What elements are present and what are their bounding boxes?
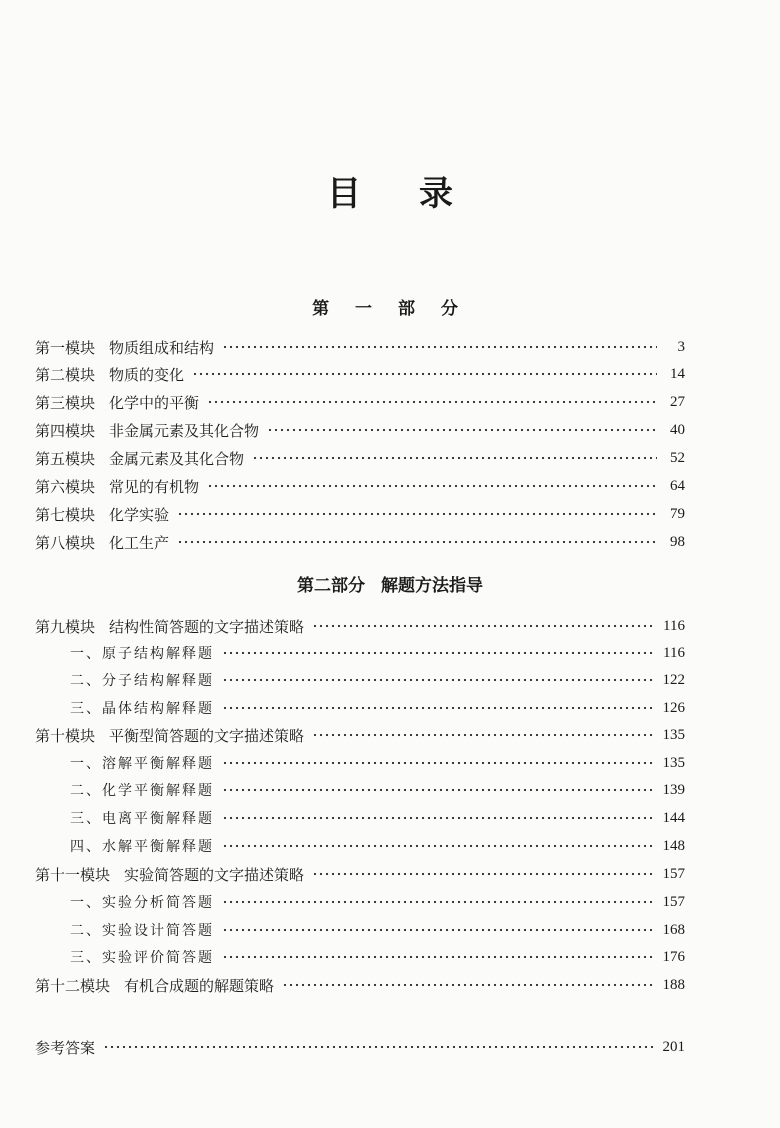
entry-title: 二、实验设计简答题 — [70, 923, 214, 939]
part-one-heading: 第 一 部 分 — [312, 299, 468, 319]
dot-leader — [177, 540, 657, 544]
page-number: 40 — [670, 421, 685, 438]
entry-title: 物质的变化 — [109, 365, 185, 384]
dot-leader — [207, 484, 657, 488]
toc-subentry[interactable] — [70, 834, 685, 858]
entry-title: 三、电离平衡解释题 — [70, 811, 214, 827]
page-number: 126 — [662, 699, 685, 716]
entry-title: 二、化学平衡解释题 — [70, 783, 214, 799]
toc-entry[interactable] — [35, 335, 685, 359]
toc-subentry[interactable] — [70, 945, 685, 969]
page-number: 135 — [662, 726, 685, 743]
entry-title: 化工生产 — [109, 533, 170, 552]
entry-title: 有机合成题的解题策略 — [124, 976, 275, 995]
module-label: 第一模块 — [35, 338, 96, 357]
module-label: 第十模块 — [35, 726, 96, 745]
page-number: 3 — [677, 338, 685, 355]
toc-subentry[interactable] — [70, 668, 685, 692]
page-number: 98 — [670, 533, 685, 550]
page-title — [0, 166, 780, 216]
dot-leader — [222, 928, 655, 932]
entry-title: 一、原子结构解释题 — [70, 646, 214, 662]
entry-title: 常见的有机物 — [109, 477, 200, 496]
module-label: 第十一模块 — [35, 865, 111, 884]
module-label: 第六模块 — [35, 477, 96, 496]
entry-title: 平衡型简答题的文字描述策略 — [109, 726, 305, 745]
toc-entry[interactable] — [35, 418, 685, 442]
toc-entry[interactable] — [35, 390, 685, 414]
toc-subentry[interactable] — [70, 890, 685, 914]
module-label: 第五模块 — [35, 449, 96, 468]
module-label: 第十二模块 — [35, 976, 111, 995]
entry-title: 化学实验 — [109, 505, 170, 524]
dot-leader — [282, 983, 654, 987]
toc-entry[interactable] — [35, 502, 685, 526]
page-number: 168 — [662, 921, 685, 938]
page-number: 176 — [662, 948, 685, 965]
page-number: 116 — [663, 617, 685, 634]
module-label: 第二模块 — [35, 365, 96, 384]
dot-leader — [312, 733, 654, 737]
entry-title: 三、实验评价简答题 — [70, 950, 214, 966]
entry-title: 非金属元素及其化合物 — [109, 421, 260, 440]
part-two-heading — [0, 571, 780, 596]
dot-leader — [222, 678, 655, 682]
module-label: 第四模块 — [35, 421, 96, 440]
toc-subentry[interactable] — [70, 751, 685, 775]
title-char-2: 录 — [419, 174, 453, 214]
page-number: 14 — [670, 365, 685, 382]
dot-leader — [252, 456, 657, 460]
dot-leader — [177, 512, 657, 516]
part-two-subtitle: 解题方法指导 — [381, 576, 483, 596]
entry-title: 结构性简答题的文字描述策略 — [109, 617, 305, 636]
dot-leader — [222, 955, 655, 959]
module-label: 第七模块 — [35, 505, 96, 524]
page-number: 122 — [662, 671, 685, 688]
page-number: 116 — [663, 644, 685, 661]
entry-title: 金属元素及其化合物 — [109, 449, 245, 468]
page-number: 157 — [662, 865, 685, 882]
dot-leader — [222, 900, 655, 904]
dot-leader — [192, 372, 657, 376]
page-number: 135 — [662, 754, 685, 771]
entry-title: 一、实验分析简答题 — [70, 895, 214, 911]
dot-leader — [222, 844, 655, 848]
dot-leader — [207, 400, 657, 404]
toc-entry[interactable] — [35, 862, 685, 886]
toc-entry[interactable] — [35, 973, 685, 997]
toc-subentry[interactable] — [70, 778, 685, 802]
dot-leader — [222, 761, 655, 765]
page-number: 64 — [670, 477, 685, 494]
page-number: 139 — [662, 781, 685, 798]
dot-leader — [222, 706, 655, 710]
page-number: 157 — [662, 893, 685, 910]
entry-title: 三、晶体结构解释题 — [70, 701, 214, 717]
toc-subentry[interactable] — [70, 641, 685, 665]
part-two-label: 第二部分 — [297, 576, 365, 596]
dot-leader — [312, 872, 654, 876]
dot-leader — [222, 345, 657, 349]
page-number: 188 — [662, 976, 685, 993]
dot-leader — [103, 1045, 654, 1049]
entry-title: 一、溶解平衡解释题 — [70, 756, 214, 772]
page-number: 27 — [670, 393, 685, 410]
page-number: 144 — [662, 809, 685, 826]
page-number: 52 — [670, 449, 685, 466]
entry-title: 化学中的平衡 — [109, 393, 200, 412]
entry-title: 实验简答题的文字描述策略 — [124, 865, 305, 884]
module-label: 第三模块 — [35, 393, 96, 412]
dot-leader — [267, 428, 657, 432]
toc-subentry[interactable] — [70, 918, 685, 942]
entry-title: 四、水解平衡解释题 — [70, 839, 214, 855]
dot-leader — [222, 651, 655, 655]
entry-title: 二、分子结构解释题 — [70, 673, 214, 689]
toc-entry-answers[interactable] — [35, 1035, 685, 1059]
toc-subentry[interactable] — [70, 696, 685, 720]
toc-entry[interactable] — [35, 362, 685, 386]
toc-entry[interactable] — [35, 446, 685, 470]
toc-entry[interactable] — [35, 723, 685, 747]
page-number: 201 — [662, 1038, 685, 1055]
page-number: 79 — [670, 505, 685, 522]
dot-leader — [222, 788, 655, 792]
entry-title: 物质组成和结构 — [109, 338, 215, 357]
toc-entry[interactable] — [35, 530, 685, 554]
toc-entry[interactable] — [35, 614, 685, 638]
page-number: 148 — [662, 837, 685, 854]
dot-leader — [222, 816, 655, 820]
module-label: 第八模块 — [35, 533, 96, 552]
dot-leader — [312, 624, 655, 628]
toc-entry[interactable] — [35, 474, 685, 498]
title-char-1: 目 — [327, 174, 361, 214]
module-label: 第九模块 — [35, 617, 96, 636]
toc-subentry[interactable] — [70, 806, 685, 830]
entry-title: 参考答案 — [35, 1038, 96, 1057]
